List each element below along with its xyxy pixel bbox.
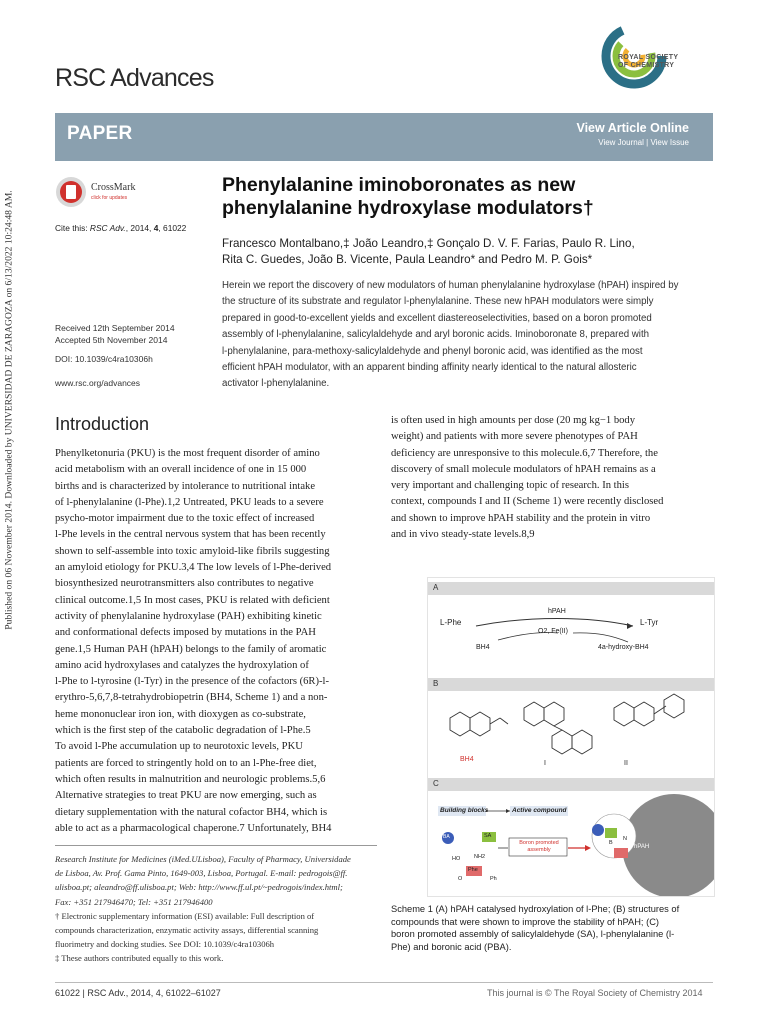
view-article-online-link[interactable]: View Article Online: [576, 121, 689, 135]
scheme-1-figure: [427, 577, 715, 897]
cite-this: [55, 223, 186, 233]
ltyr-label: L-Tyr: [640, 618, 659, 627]
compound-ii-label: II: [624, 760, 628, 767]
active-compound-label: Active compound: [512, 807, 567, 814]
rsc-logo-line1: ROYAL SOCIETY: [618, 54, 679, 61]
cite-year: , 2014,: [125, 223, 154, 233]
body-line: biosynthesized neurotransmitters also contributes to negative: [55, 578, 314, 590]
body-line: amino acid hydroxylases and catalyzes the hydroxylation of: [55, 659, 309, 671]
cite-page: , 61022: [158, 223, 187, 233]
rsc-logo-line2: OF CHEMISTRY: [618, 62, 675, 69]
sa-label: SA: [484, 833, 492, 839]
abstract-line: prepared in good-to-excellent yields and excellent diastereoselectivities, based on a boron promoted: [222, 312, 652, 324]
bh4-label: BH4: [476, 644, 490, 651]
body-line: which often results in malnutrition and neurologic problems.5,6: [55, 773, 326, 785]
body-line: weight) and patients with more severe phenotypes of PAH: [391, 431, 638, 443]
view-links: [598, 138, 689, 147]
body-line: psycho-motor impairment due to the toxic effect of increased: [55, 513, 315, 525]
view-journal-link[interactable]: View Journal: [598, 138, 644, 147]
body-line: gene.1,5 Human PAH (hPAH) belongs to the family of aromatic: [55, 643, 327, 655]
body-line: able to act as a pharmacological chaperone.7 Unfortunately, BH4: [55, 822, 332, 834]
caption-line: Scheme 1 (A) hPAH catalysed hydroxylation of l-Phe; (B) structures of: [391, 904, 680, 914]
body-line: of l-phenylalanine (l-Phe).1,2 Untreated, PKU leads to a severe: [55, 496, 324, 508]
affiliation-line: Research Institute for Medicines (iMed.ULisboa), Faculty of Pharmacy, Universidade: [55, 854, 351, 864]
lphe-label: L-Phe: [440, 618, 462, 627]
author-list: [222, 236, 702, 268]
bh4-structure-label: BH4: [460, 756, 474, 763]
caption-line: boron promoted assembly of salicylaldehyde (SA), l-phenylalanine (l-: [391, 929, 675, 940]
abstract-line: activator l-phenylalanine.: [222, 378, 330, 390]
assembly-label: Boron promoted assembly: [519, 840, 559, 853]
affiliation-line: de Lisboa, Av. Prof. Gama Pinto, 1649-003, Lisboa, Portugal. E-mail: pedrogois@ff.: [55, 868, 348, 879]
body-line: discovery of small molecule modulators of hPAH remains as a: [391, 463, 656, 475]
caption-line: compounds that were shown to improve the stability of hPAH; (C): [391, 916, 660, 927]
cofactor-label: O2, Fe(II): [538, 628, 568, 635]
section-heading-introduction: Introduction: [55, 414, 150, 434]
body-line: erythro-5,6,7,8-tetrahydrobiopetrin (BH4, Scheme 1) and a non-: [55, 692, 328, 704]
equal-contribution-note: ‡ These authors contributed equally to this work.: [55, 953, 224, 964]
abstract-line: l-phenylalanine, para-methoxy-salicylaldehyde and phenyl boronic acid, was identified as the most: [222, 345, 643, 357]
body-line: Alternative strategies to treat PKU are now emerging, such as: [55, 790, 317, 802]
body-line: Phenylketonuria (PKU) is the most frequent disorder of amino: [55, 448, 320, 459]
nh2-label: NH2: [474, 854, 486, 860]
crossmark-label: CrossMark: [91, 182, 136, 193]
panel-b-label: B: [433, 679, 439, 688]
footnote-divider: [55, 845, 377, 846]
esi-note-line: compounds characterization, enzymatic activity assays, differential scanning: [55, 925, 319, 936]
body-line: l-Phe levels in the central nervous system that has been recently: [55, 529, 326, 541]
o-label: O: [458, 876, 463, 882]
footer-copyright: This journal is © The Royal Society of Chemistry 2014: [487, 988, 703, 998]
body-line: To avoid l-Phe accumulation up to neurotoxic levels, PKU: [55, 741, 303, 753]
panel-c-label: C: [433, 779, 439, 788]
article-title-line2: phenylalanine hydroxylase modulators†: [222, 197, 594, 219]
paper-tab: [55, 113, 175, 155]
affiliation-line: ulisboa.pt; aleandro@ff.ulisboa.pt; Web: http://www.ff.ul.pt/~pedrogois/index.html;: [55, 882, 343, 893]
abstract-line: the structure of its substrate and regulator l-phenylalanine. These new hPAH modulators were simply: [222, 296, 654, 308]
hydroxy-bh4-label: 4a-hydroxy-BH4: [598, 644, 649, 651]
authors-line2: Rita C. Guedes, João B. Vicente, Paula Leandro* and Pedro M. P. Gois*: [222, 253, 593, 266]
intro-column-right: [391, 413, 713, 543]
crossmark-sub: click for updates: [91, 195, 128, 201]
body-line: acid metabolism with an overall incidence of one in 15 000: [55, 464, 307, 476]
abstract-line: assembly of l-phenylalanine, salicylaldehyde and aryl boronic acids. Iminoboronate 8, prepared with: [222, 329, 650, 341]
body-line: context, compounds I and II (Scheme 1) were recently disclosed: [391, 496, 664, 508]
affiliation-line: Fax: +351 217946470; Tel: +351 217946400: [55, 896, 213, 907]
intro-column-left: [55, 446, 377, 837]
article-title: [222, 174, 692, 220]
compound-i-label: I: [544, 760, 546, 767]
body-line: and conformational defects imposed by mutations in the PAH: [55, 627, 316, 639]
rsc-logo[interactable]: [600, 22, 720, 94]
footnotes: [55, 852, 377, 966]
body-line: heme mononuclear iron ion, with dioxygen as co-substrate,: [55, 708, 306, 720]
body-line: births and is characterized by intolerance to nutritional intake: [55, 480, 316, 492]
building-blocks-label: Building blocks: [440, 807, 489, 814]
cite-journal: RSC Adv.: [89, 223, 126, 233]
journal-title: RSC Advances: [55, 64, 214, 92]
body-line: which is the first step of the catabolic degradation of l-Phe.5: [55, 725, 311, 737]
footer-divider: [55, 982, 713, 983]
scheme-drawing: [428, 578, 714, 896]
body-line: clinical outcome.1,5 In most cases, PKU is related with deficient: [55, 594, 330, 606]
authors-line1: Francesco Montalbano,‡ João Leandro,‡ Gonçalo D. V. F. Farias, Paulo R. Lino,: [222, 237, 635, 250]
body-line: very important and challenging topic of research. In this: [391, 480, 629, 492]
body-line: and in vivo steady-state levels.8,9: [391, 529, 535, 541]
hpah-target-label: hPAH: [634, 844, 650, 850]
view-links-separator: |: [646, 138, 649, 147]
abstract-line: Herein we report the discovery of new modulators of human phenylalanine hydroxylase (hPAH) inspired by: [222, 280, 679, 291]
download-notice: [2, 150, 16, 670]
abstract: [222, 278, 713, 393]
body-line: l-Phe to l-tyrosine (l-Tyr) in the presence of the cofactors (6R)-l-: [55, 676, 330, 688]
body-line: dietary supplementation with the natural cofactor BH4, which is: [55, 806, 328, 818]
article-title-line1: Phenylalanine iminoboronates as new: [222, 174, 576, 196]
n-label: N: [623, 836, 627, 842]
hpah-enzyme-label: hPAH: [548, 608, 566, 615]
b-label: B: [609, 840, 613, 846]
body-line: activity of phenylalanine hydroxylase (PAH) exhibiting kinetic: [55, 610, 322, 622]
accepted-date: Accepted 5th November 2014: [55, 335, 168, 345]
body-line: patients are forced to stringently hold on to an l-Phe-free diet,: [55, 757, 317, 769]
body-line: is often used in high amounts per dose (20 mg kg−1 body: [391, 415, 636, 426]
abstract-line: efficient hPAH modulator, with an apparent binding affinity nearly identical to the natural allosteric: [222, 362, 637, 374]
esi-note-line: fluorimetry and docking studies. See DOI: 10.1039/c4ra10306h: [55, 939, 275, 950]
panel-a-label: A: [433, 583, 439, 592]
footer-citation: 61022 | RSC Adv., 2014, 4, 61022–61027: [55, 988, 221, 998]
body-line: shown to self-assemble into toxic amyloid-like fibrils suggesting: [55, 545, 330, 557]
body-line: deficiency are unresponsive to this molecule.6,7 Therefore, the: [391, 447, 658, 459]
paper-type-label: PAPER: [67, 123, 133, 144]
phe-label: Phe: [468, 867, 478, 873]
cite-volume: 4: [153, 223, 159, 233]
doi[interactable]: DOI: 10.1039/c4ra10306h: [55, 354, 153, 364]
ba-label: BA: [443, 834, 450, 840]
paper-banner: [55, 113, 713, 161]
view-issue-link[interactable]: View Issue: [650, 138, 689, 147]
ho-label: HO: [452, 856, 461, 862]
cite-label: Cite this:: [55, 223, 88, 233]
journal-url[interactable]: www.rsc.org/advances: [55, 378, 141, 388]
body-line: an amyloid etiology for PKU.3,4 The low levels of l-Phe-derived: [55, 562, 332, 574]
crossmark-badge[interactable]: [55, 175, 205, 211]
esi-note-line: † Electronic supplementary information (ESI) available: Full description of: [55, 910, 315, 921]
received-date: Received 12th September 2014: [55, 323, 175, 333]
download-notice-text: Published on 06 November 2014. Downloaded by UNIVERSIDAD DE ZARAGOZA on 6/13/2022 10:24:48 AM.: [3, 190, 15, 630]
scheme-1-caption: [391, 903, 713, 954]
crossmark-icon: [55, 175, 87, 209]
ph-label: Ph: [490, 876, 497, 882]
caption-line: Phe) and boronic acid (PBA).: [391, 942, 512, 953]
body-line: and shown to improve hPAH stability and the protein in vitro: [391, 512, 651, 524]
